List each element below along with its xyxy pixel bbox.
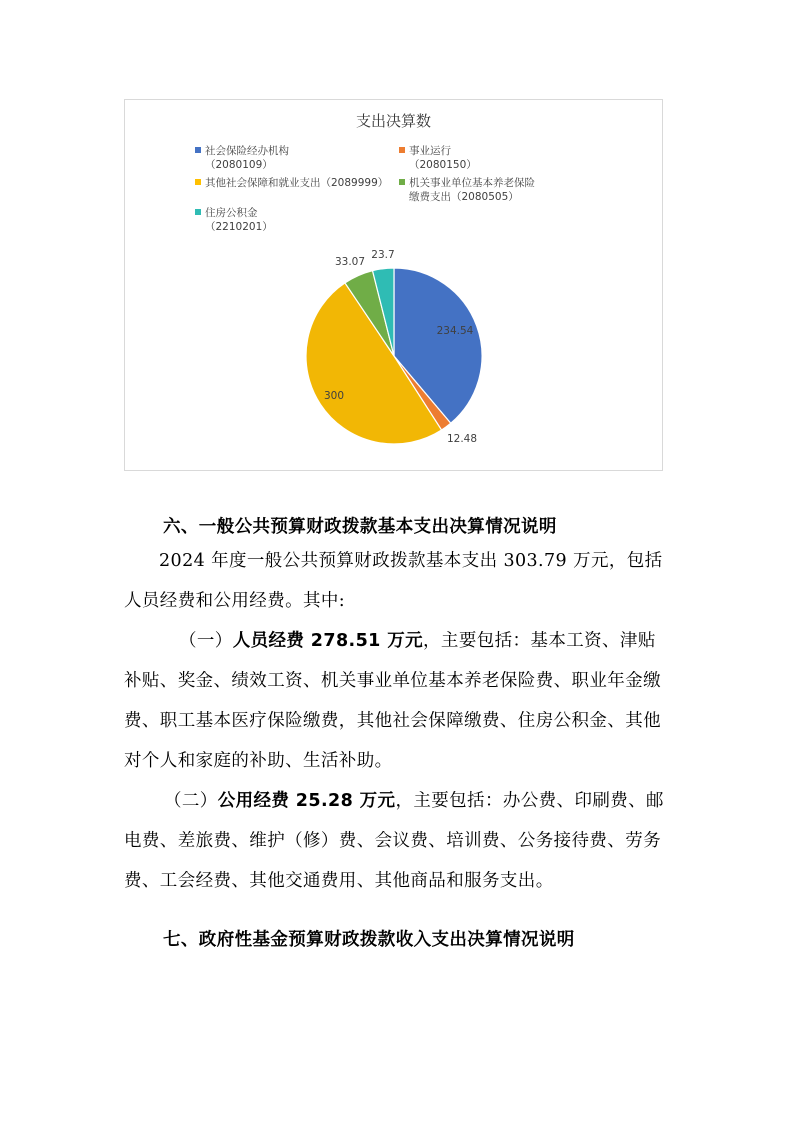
section-6-heading: 六、一般公共预算财政拨款基本支出决算情况说明 (163, 517, 557, 537)
public-prefix: （二） (164, 791, 218, 811)
personnel-amount: 人员经费 278.51 万元 (232, 631, 424, 651)
personnel-prefix: （一） (179, 631, 233, 651)
public-paragraph (124, 781, 669, 901)
legend-code: （2080109） (205, 159, 273, 171)
public-amount: 公用经费 25.28 万元 (217, 791, 396, 811)
legend-code: 缴费支出（2080505） (409, 191, 519, 203)
section-6-intro: 2024 年度一般公共预算财政拨款基本支出 303.79 万元，包括人员经费和公用经费。其中: (124, 551, 663, 611)
slice-data-label: 12.48 (446, 433, 478, 445)
slice-data-label: 300 (323, 390, 345, 402)
legend-label: 住房公积金 (205, 207, 258, 219)
legend-code: （2210201） (205, 221, 273, 233)
pie-plot-area (125, 100, 662, 470)
legend-label: 其他社会保障和就业支出（2089999） (205, 177, 389, 189)
pie-chart (124, 99, 663, 471)
slice-data-label: 33.07 (334, 256, 366, 268)
legend-label: 社会保险经办机构 (205, 145, 289, 157)
slice-data-label: 234.54 (436, 325, 474, 337)
personnel-paragraph (124, 621, 669, 781)
section-7-heading: 七、政府性基金预算财政拨款收入支出决算情况说明 (163, 930, 575, 950)
legend-label: 机关事业单位基本养老保险 (409, 177, 535, 189)
legend-code: （2080150） (409, 159, 477, 171)
slice-data-label: 23.7 (371, 249, 395, 261)
personnel-text: ，主要包括：基本工资、津贴补贴、奖金、绩效工资、机关事业单位基本养老保险费、职业年金缴费、职工基本医疗保险缴费，其他社会保障缴费、住房公积金、其他对个人和家庭的补助、生活补助。 (124, 631, 661, 771)
chart-title: 支出决算数 (355, 112, 431, 130)
public-text: ，主要包括：办公费、印刷费、邮电费、差旅费、维护（修）费、会议费、培训费、公务接待费、劳务费、工会经费、其他交通费用、其他商品和服务支出。 (124, 791, 664, 891)
legend-label: 事业运行 (409, 145, 451, 157)
